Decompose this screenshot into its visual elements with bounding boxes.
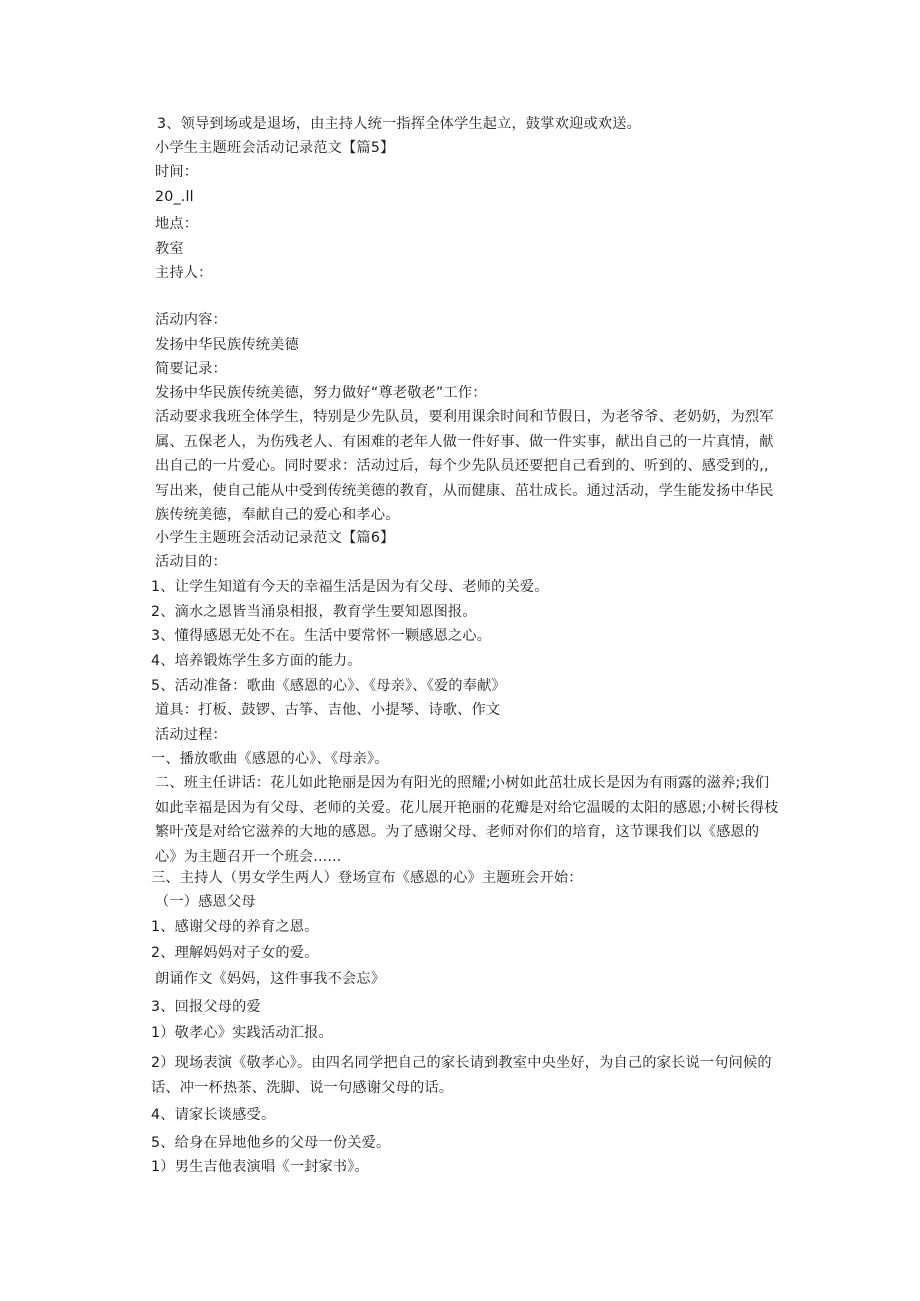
text-line: 教室: [155, 241, 184, 257]
list-item: 1、感谢父母的养育之恩。: [151, 919, 319, 935]
subsection-heading: （一）感恩父母: [155, 894, 256, 910]
list-item: 4、请家长谈感受。: [151, 1107, 276, 1123]
text-line: 朗诵作文《妈妈，这件事我不会忘》: [155, 971, 386, 987]
text-line: 地点：: [155, 216, 199, 232]
list-item: 2、滴水之恩皆当涌泉相报，教育学生要知恩图报。: [151, 604, 477, 620]
paragraph-text: 2）现场表演《敬孝心》。由四名同学把自己的家长请到教室中央坐好，为自己的家长说一句问候的话、冲一杯热茶、洗脚、说一句感谢父母的话。: [151, 1055, 772, 1096]
text-line: 主持人：: [155, 265, 213, 281]
section-heading-6: 小学生主题班会活动记录范文【篇6】: [155, 530, 395, 546]
text-line: 活动内容：: [155, 312, 227, 328]
list-item: 3、懂得感恩无处不在。生活中要常怀一颗感恩之心。: [151, 628, 492, 644]
section-heading-5: 小学生主题班会活动记录范文【篇5】: [155, 140, 395, 156]
list-item: 1、让学生知道有今天的幸福生活是因为有父母、老师的关爱。: [151, 579, 549, 595]
list-item: 1）敬孝心》实践活动汇报。: [151, 1025, 333, 1041]
text-line: 简要记录：: [155, 361, 227, 377]
list-item: 5、给身在异地他乡的父母一份关爱。: [151, 1135, 391, 1151]
text-line: 一、播放歌曲《感恩的心》、《母亲》。: [151, 751, 389, 767]
list-item: 2、理解妈妈对子女的爱。: [151, 945, 319, 961]
list-item: 5、活动准备：歌曲《感恩的心》、《母亲》、《爱的奉献》: [151, 678, 506, 694]
list-item: 1）男生吉他表演唱《一封家书》。: [151, 1159, 369, 1175]
paragraph-text: 二、班主任讲话：花儿如此艳丽是因为有阳光的照耀;小树如此茁壮成长是因为有雨露的滋养;我们如此幸福是因为有父母、老师的关爱。花儿展开艳丽的花瓣是对给它温暖的太阳的感恩;小树长得枝繁叶茂是对给它滋养的大地的感恩。为了感谢父母、老师对你们的培育，这节课我们以《感恩的心》为主题召开一个班会......: [155, 775, 779, 865]
text-line: 时间：: [155, 164, 199, 180]
text-line: 道具：打板、鼓锣、古筝、吉他、小提琴、诗歌、作文: [155, 702, 501, 718]
paragraph-text: 活动要求我班全体学生，特别是少先队员，要利用课余时间和节假日，为老爷爷、老奶奶，为烈军属、五保老人，为伤残老人、有困难的老年人做一件好事、做一件实事，献出自己的一片真情，献出自己的一片爱心。同时要求：活动过后，每个少先队员还要把自己看到的、听到的、感受到的,,写出来，使自己能从中受到传统美德的教育，从而健康、茁壮成长。通过活动，学生能发扬中华民族传统美德，奉献自己的爱心和孝心。: [155, 409, 774, 524]
text-line: 活动过程：: [155, 727, 227, 743]
text-line: 20_.ll: [155, 189, 194, 205]
text-line: 发扬中华民族传统美德，努力做好“尊老敬老”工作：: [155, 385, 487, 401]
text-line: 发扬中华民族传统美德: [155, 337, 299, 353]
text-line: 3、领导到场或是退场，由主持人统一指挥全体学生起立，鼓掌欢迎或欢送。: [157, 116, 642, 132]
list-item: 4、培养锻炼学生多方面的能力。: [151, 653, 362, 669]
list-item: 3、回报父母的爱: [151, 999, 261, 1015]
paragraph: [137, 405, 780, 528]
text-line: 活动目的：: [155, 554, 227, 570]
text-line: 三、主持人（男女学生两人）登场宣布《感恩的心》主题班会开始：: [151, 870, 583, 886]
paragraph: [137, 771, 780, 869]
paragraph: [151, 1051, 783, 1100]
